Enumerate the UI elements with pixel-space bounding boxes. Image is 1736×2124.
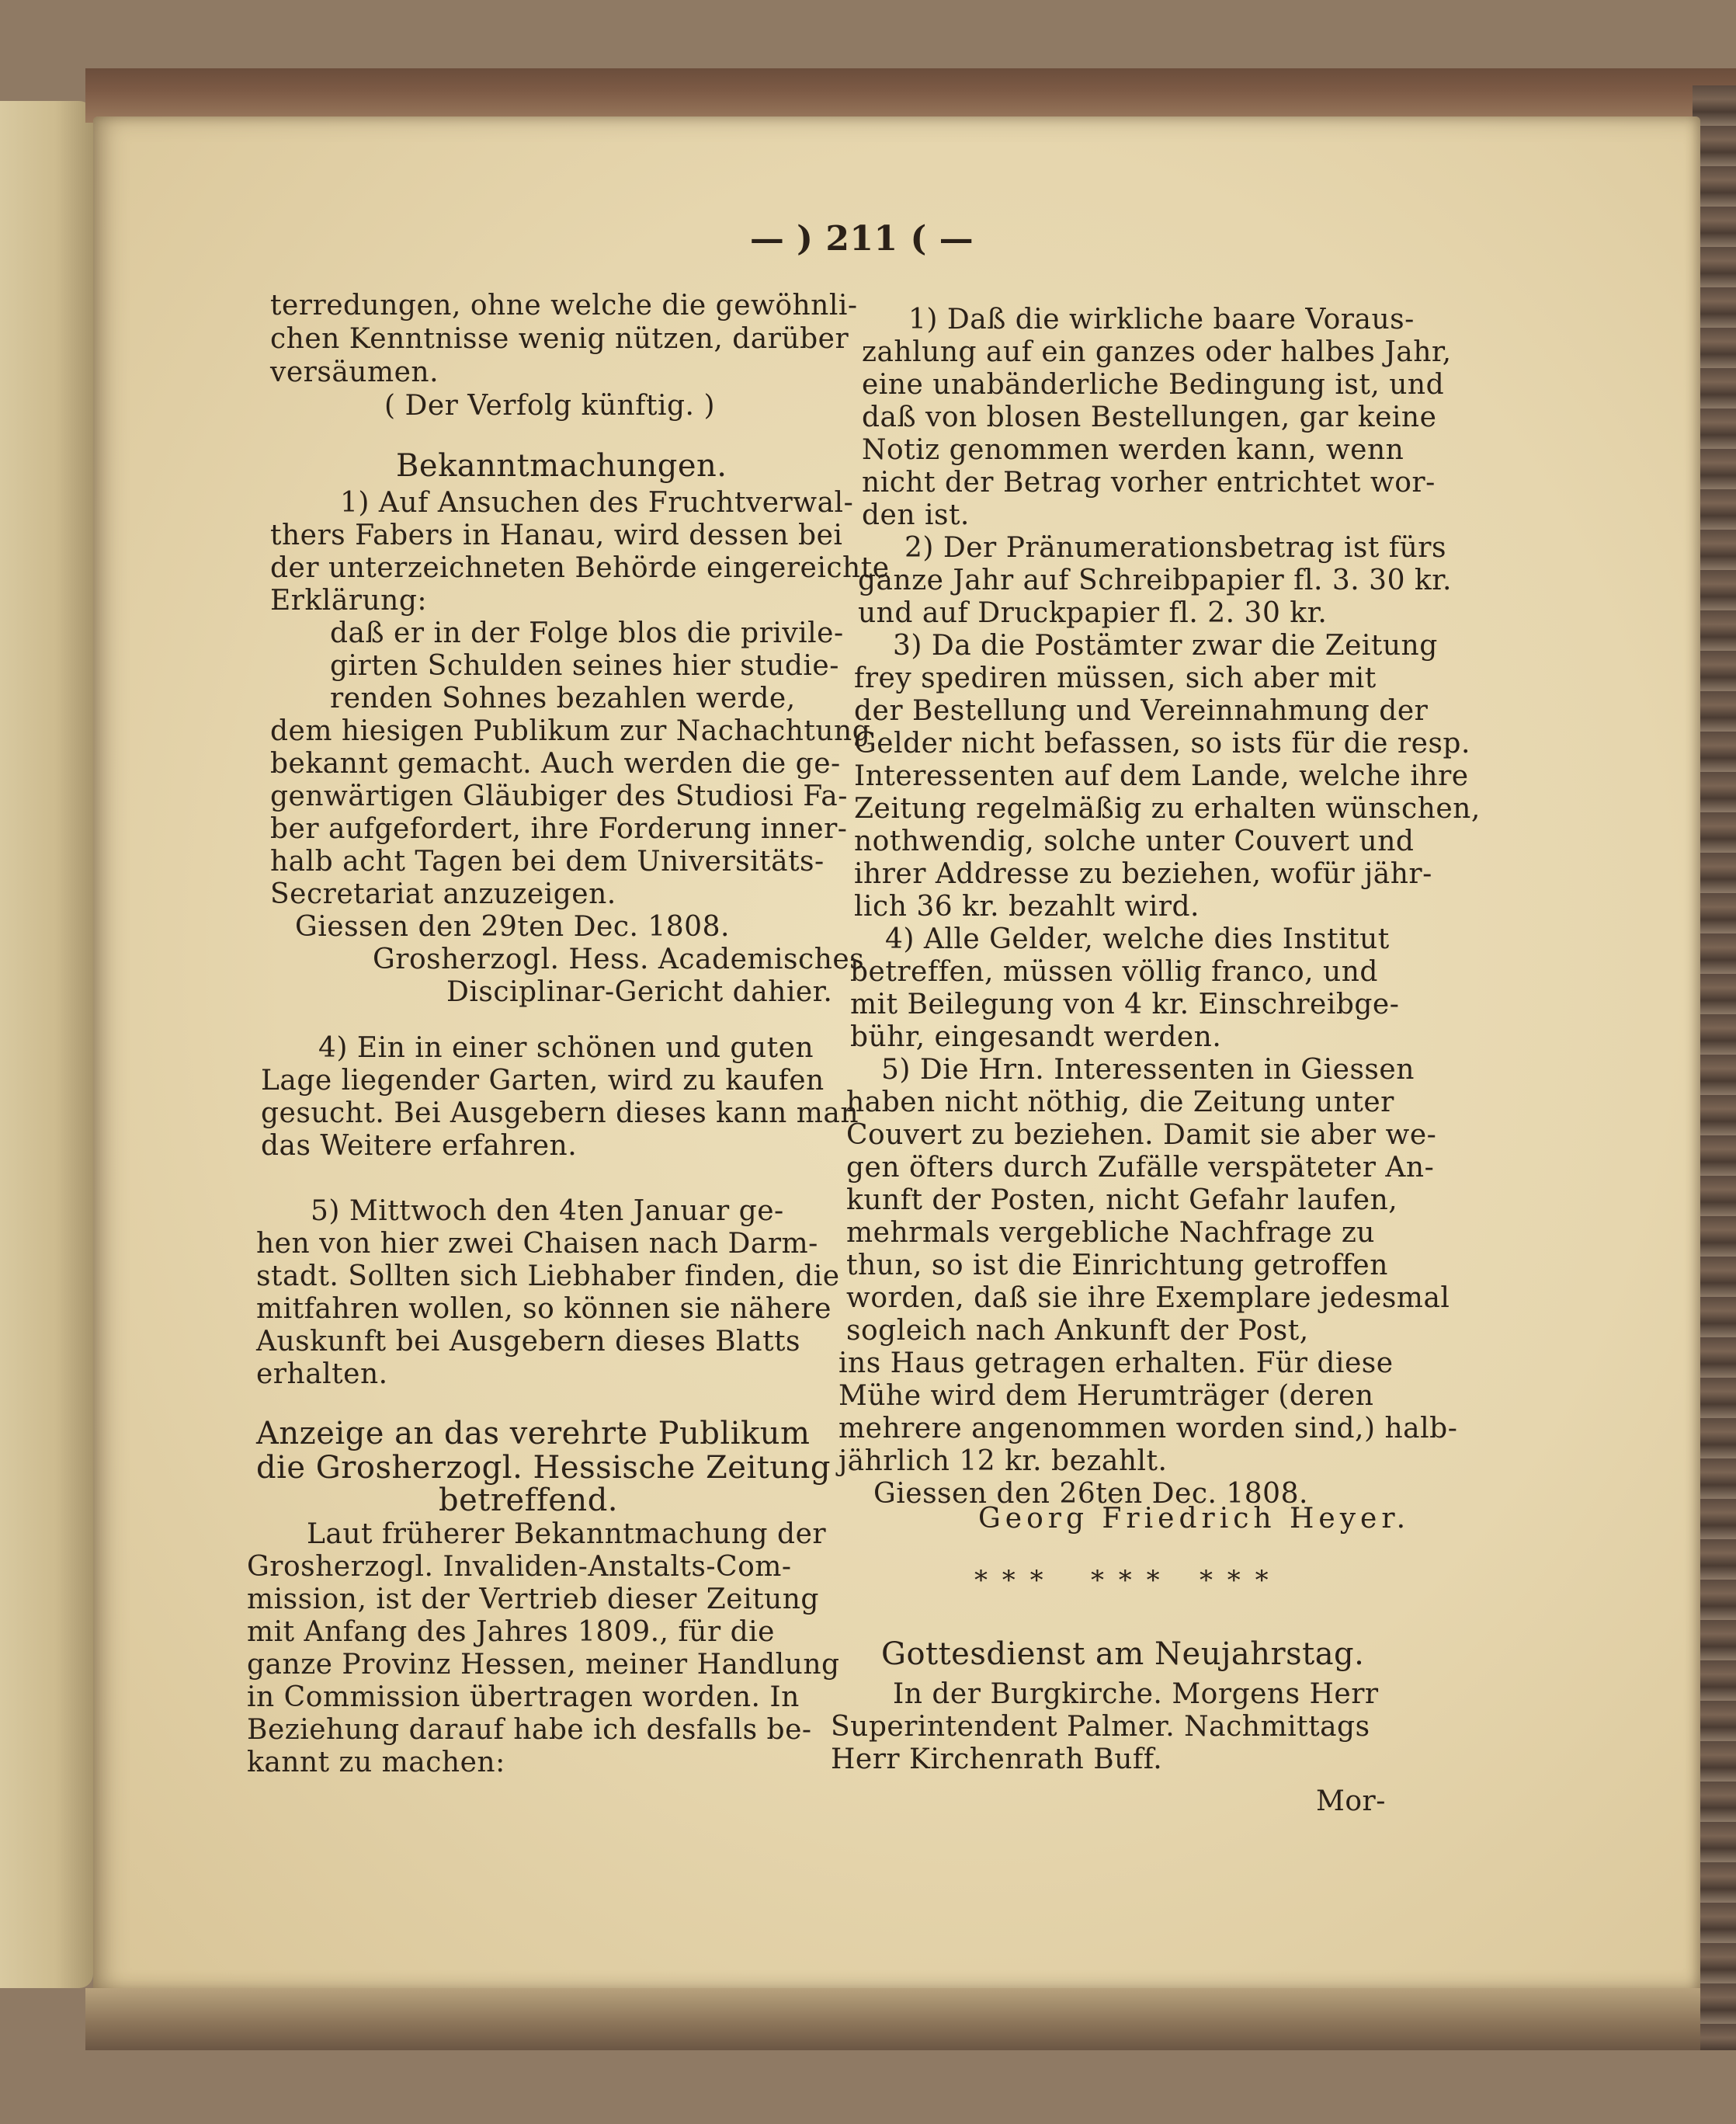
text-line: halb acht Tagen bei dem Universitäts- xyxy=(270,846,825,878)
text-line: 4) Alle Gelder, welche dies Institut xyxy=(885,923,1390,955)
text-line: ganze Provinz Hessen, meiner Handlung xyxy=(247,1649,840,1681)
text-line: der Bestellung und Vereinnahmung der xyxy=(854,695,1429,727)
text-line: der unterzeichneten Behörde eingereichte xyxy=(270,552,890,584)
page-number: — ) 211 ( — xyxy=(749,219,974,259)
text-line: kunft der Posten, nicht Gefahr laufen, xyxy=(846,1184,1398,1216)
text-line: thun, so ist die Einrichtung getroffen xyxy=(846,1250,1388,1281)
text-line: mission, ist der Vertrieb dieser Zeitung xyxy=(247,1583,819,1615)
text-line: mit Beilegung von 4 kr. Einschreibge- xyxy=(850,989,1400,1020)
book-bottom-edge xyxy=(85,1988,1700,2050)
text-line: betreffend. xyxy=(439,1483,619,1518)
text-line: bühr, eingesandt werden. xyxy=(850,1021,1222,1053)
text-line: 2) Der Pränumerationsbetrag ist fürs xyxy=(904,532,1446,564)
text-line: terredungen, ohne welche die gewöhnli- xyxy=(270,290,858,322)
text-line: renden Sohnes bezahlen werde, xyxy=(330,683,796,714)
text-line: Superintendent Palmer. Nachmittags xyxy=(831,1711,1370,1743)
text-line: kannt zu machen: xyxy=(247,1747,505,1778)
text-line: eine unabänderliche Bedingung ist, und xyxy=(862,369,1445,401)
text-line: Mühe wird dem Herumträger (deren xyxy=(838,1380,1374,1412)
notice-date: Giessen den 29ten Dec. 1808. xyxy=(295,911,730,943)
text-line: nicht der Betrag vorher entrichtet wor- xyxy=(862,467,1436,499)
text-line: worden, daß sie ihre Exemplare jedesmal xyxy=(846,1282,1450,1314)
text-line: Secretariat anzuzeigen. xyxy=(270,878,616,910)
text-line: das Weitere erfahren. xyxy=(261,1130,578,1162)
text-line: Gelder nicht befassen, so ists für die resp. xyxy=(854,728,1470,760)
text-line: die Grosherzogl. Hessische Zeitung xyxy=(256,1450,831,1486)
notice-signature: Disciplinar-Gericht dahier. xyxy=(446,976,833,1008)
text-line: mehrere angenommen worden sind,) halb- xyxy=(838,1413,1458,1444)
text-line: den ist. xyxy=(862,499,970,531)
text-line: 4) Ein in einer schönen und guten xyxy=(318,1032,814,1064)
text-line: sogleich nach Ankunft der Post, xyxy=(846,1315,1309,1347)
ornament-stars-3: * * * xyxy=(1200,1565,1272,1596)
text-line: 5) Die Hrn. Interessenten in Giessen xyxy=(881,1054,1415,1086)
notice-signature: Grosherzogl. Hess. Academisches xyxy=(373,944,865,975)
catchword: Mor- xyxy=(1316,1785,1386,1817)
text-line: genwärtigen Gläubiger des Studiosi Fa- xyxy=(270,780,848,812)
text-line: Grosherzogl. Invaliden-Anstalts-Com- xyxy=(247,1551,792,1583)
text-line: zahlung auf ein ganzes oder halbes Jahr, xyxy=(862,336,1452,368)
text-line: Notiz genommen werden kann, wenn xyxy=(862,434,1404,466)
ornament-stars-1: * * * xyxy=(974,1565,1047,1596)
text-line: nothwendig, solche unter Couvert und xyxy=(854,826,1415,857)
text-line: gesucht. Bei Ausgebern dieses kann man xyxy=(261,1097,859,1129)
text-line: 1) Auf Ansuchen des Fruchtverwal- xyxy=(340,487,854,519)
text-line: Erklärung: xyxy=(270,585,428,617)
text-line: Herr Kirchenrath Buff. xyxy=(831,1743,1163,1775)
text-line: daß er in der Folge blos die privile- xyxy=(330,617,844,649)
text-line: chen Kenntnisse wenig nützen, darüber xyxy=(270,323,849,355)
text-line: frey spediren müssen, sich aber mit xyxy=(854,662,1377,694)
text-line: versäumen. xyxy=(270,356,439,388)
text-line: Lage liegender Garten, wird zu kaufen xyxy=(261,1065,825,1097)
text-line: mehrmals vergebliche Nachfrage zu xyxy=(846,1217,1375,1249)
text-line: girten Schulden seines hier studie- xyxy=(330,650,839,682)
book-cover-top xyxy=(85,68,1736,123)
text-line: stadt. Sollten sich Liebhaber finden, die xyxy=(256,1260,840,1292)
text-line: erhalten. xyxy=(256,1358,388,1390)
text-line: jährlich 12 kr. bezahlt. xyxy=(838,1445,1168,1477)
text-line: Zeitung regelmäßig zu erhalten wünschen, xyxy=(854,793,1481,825)
text-line: ganze Jahr auf Schreibpapier fl. 3. 30 kr. xyxy=(858,565,1452,596)
text-line: lich 36 kr. bezahlt wird. xyxy=(854,891,1200,923)
section-heading: Bekanntmachungen. xyxy=(396,448,727,484)
text-line: Laut früherer Bekanntmachung der xyxy=(307,1518,827,1550)
text-line: mit Anfang des Jahres 1809., für die xyxy=(247,1616,775,1648)
text-line: haben nicht nöthig, die Zeitung unter xyxy=(846,1086,1394,1118)
text-line: und auf Druckpapier fl. 2. 30 kr. xyxy=(858,597,1328,629)
text-line: Anzeige an das verehrte Publikum xyxy=(256,1416,811,1451)
facing-page-edge xyxy=(0,101,93,1988)
text-line: ins Haus getragen erhalten. Für diese xyxy=(838,1347,1394,1379)
text-line: betreffen, müssen völlig franco, und xyxy=(850,956,1378,988)
text-line: in Commission übertragen worden. In xyxy=(247,1681,800,1713)
text-line: mitfahren wollen, so können sie nähere xyxy=(256,1293,832,1325)
text-line: 5) Mittwoch den 4ten Januar ge- xyxy=(311,1195,784,1227)
text-line: In der Burgkirche. Morgens Herr xyxy=(893,1678,1379,1710)
text-line: Interessenten auf dem Lande, welche ihre xyxy=(854,760,1469,792)
text-line: hen von hier zwei Chaisen nach Darm- xyxy=(256,1228,818,1260)
ornament-stars-2: * * * xyxy=(1091,1565,1163,1596)
text-line: 1) Daß die wirkliche baare Voraus- xyxy=(908,304,1415,335)
text-line: Beziehung darauf habe ich desfalls be- xyxy=(247,1714,812,1746)
continuation-note: ( Der Verfolg künftig. ) xyxy=(384,390,715,422)
text-line: daß von blosen Bestellungen, gar keine xyxy=(862,402,1437,433)
text-line: gen öfters durch Zufälle verspäteter An- xyxy=(846,1152,1435,1184)
text-line: ihrer Addresse zu beziehen, wofür jähr- xyxy=(854,858,1432,890)
text-line: thers Fabers in Hanau, wird dessen bei xyxy=(270,520,843,551)
publisher-signature: Georg Friedrich Heyer. xyxy=(978,1503,1411,1535)
text-line: ber aufgefordert, ihre Forderung inner- xyxy=(270,813,848,845)
issue-date: Giessen den 26ten Dec. 1808. xyxy=(873,1478,1308,1510)
text-line: bekannt gemacht. Auch werden die ge- xyxy=(270,748,841,780)
text-line: Auskunft bei Ausgebern dieses Blatts xyxy=(256,1326,800,1357)
text-line: Couvert zu beziehen. Damit sie aber we- xyxy=(846,1119,1437,1151)
text-line: dem hiesigen Publikum zur Nachachtung xyxy=(270,715,871,747)
text-line: 3) Da die Postämter zwar die Zeitung xyxy=(893,630,1438,662)
service-heading: Gottesdienst am Neujahrstag. xyxy=(881,1636,1365,1672)
